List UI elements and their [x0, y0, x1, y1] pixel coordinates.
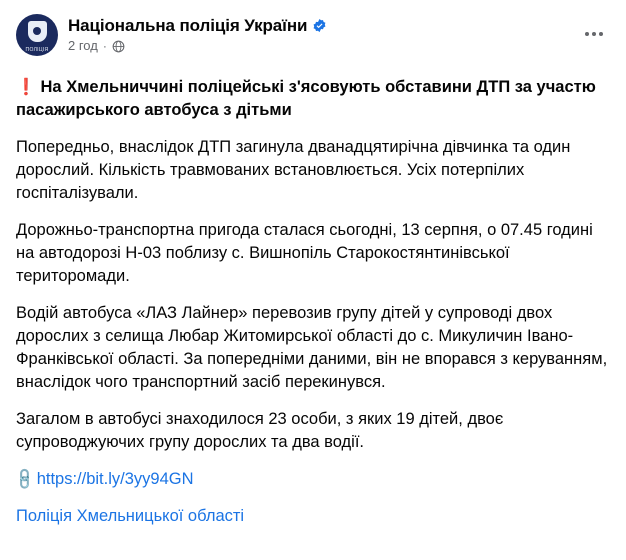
globe-icon[interactable]	[112, 40, 125, 53]
meta-separator: ·	[102, 39, 107, 53]
post-link[interactable]: https://bit.ly/3yy94GN	[36, 470, 194, 488]
page-name[interactable]: Національна поліція України	[68, 16, 308, 35]
verified-badge-icon	[312, 18, 327, 33]
police-shield-icon	[28, 21, 47, 42]
post-paragraph: Попередньо, внаслідок ДТП загинула дванадцятирічна дівчинка та один дорослий. Кількість травмованих встановлюється. Усіх потерпілих госпіталізували.	[16, 138, 571, 202]
post-headline	[16, 76, 610, 122]
post-headline-text: На Хмельниччині поліцейські з'ясовують обставини ДТП за участю пасажирського автобуса з дітьми	[16, 78, 596, 119]
post-footer-link[interactable]: Поліція Хмельницької області	[16, 507, 245, 525]
post-meta	[68, 38, 327, 54]
post-header	[16, 14, 610, 62]
more-dot-2	[592, 32, 596, 36]
post-paragraph: Водій автобуса «ЛАЗ Лайнер» перевозив групу дітей у супроводі двох дорослих з селища Любар Житомирської області до с. Микуличин Івано-Франківської області. За попередніми даними, він не впорався з керуванням, внаслідок чого транспортний засіб перекинувся.	[16, 304, 608, 391]
more-dot-1	[585, 32, 589, 36]
page-name-row	[68, 15, 327, 36]
avatar-caption: ПОЛІЦІЯ	[25, 47, 49, 53]
warning-emoji-icon: ❗	[16, 79, 36, 96]
post-link-row	[12, 466, 610, 493]
link-chain-icon: 🔗	[12, 466, 38, 493]
post-paragraph: Дорожньо-транспортна пригода сталася сьогодні, 13 серпня, о 07.45 годині на автодорозі Н-03 поблизу с. Вишнопіль Старокостянтинівської територомади.	[16, 221, 593, 285]
more-dot-3	[599, 32, 603, 36]
post-header-text	[68, 14, 327, 54]
post-paragraph: Загалом в автобусі знаходилося 23 особи, з яких 19 дітей, двоє супроводжуючих групу дорослих та два водії.	[16, 410, 504, 451]
post-timestamp[interactable]: 2 год	[68, 38, 98, 53]
more-horizontal-icon[interactable]	[578, 18, 610, 50]
avatar[interactable]	[16, 14, 58, 56]
post-body	[12, 76, 610, 528]
